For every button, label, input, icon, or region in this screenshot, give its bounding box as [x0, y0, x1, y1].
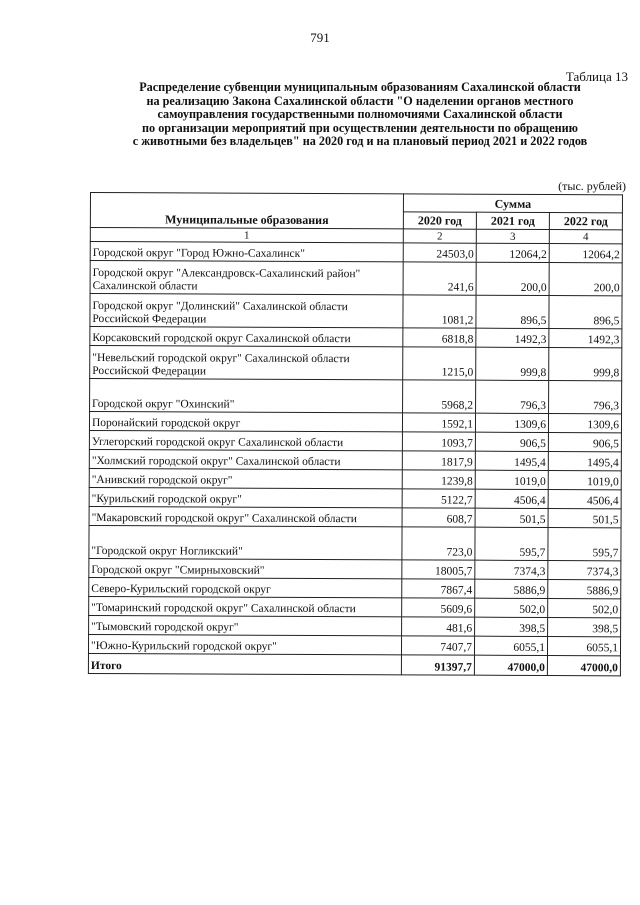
title-line: с животными без владельцев" на 2020 год и на плановый период 2021 и 2022 годов [132, 134, 588, 149]
value-2021: 1495,4 [475, 451, 548, 470]
header-year-2021: 2021 год [476, 212, 549, 230]
value-2022: 896,5 [549, 296, 622, 329]
value-2021: 1309,6 [475, 413, 548, 432]
value-2022: 595,7 [548, 528, 621, 561]
table-row [89, 577, 621, 598]
value-2022: 906,5 [548, 433, 621, 452]
header-year-2020: 2020 год [403, 211, 476, 229]
value-2022: 501,5 [548, 509, 621, 528]
table-row [89, 412, 621, 433]
municipality-name: Корсаковский городской округ Сахалинской области [90, 327, 403, 347]
title-line: на реализацию Закона Сахалинской области "О наделении органов местного [146, 93, 574, 108]
value-2021: 501,5 [475, 508, 548, 527]
municipality-name: Городской округ "Охинский" [90, 379, 403, 413]
value-2020: 1592,1 [402, 413, 475, 432]
column-number: 1 [90, 228, 403, 243]
table-row [90, 261, 622, 296]
header-year-2022: 2022 год [549, 212, 622, 230]
value-2021: 5886,9 [475, 579, 548, 598]
table-row [90, 242, 622, 263]
value-2021: 4506,4 [475, 489, 548, 508]
municipality-name: Углегорский городской округ Сахалинской области [89, 430, 402, 450]
header-sum: Сумма [403, 194, 622, 212]
column-number: 3 [476, 229, 549, 243]
value-2022: 5886,9 [548, 580, 621, 599]
municipality-name: Городской округ "Долинский" Сахалинской области Российской Федерации [90, 294, 403, 328]
table-row [90, 294, 622, 329]
municipality-name: Северо-Курильский городской округ [89, 577, 402, 597]
table-row [89, 615, 621, 636]
value-2020: 1215,0 [403, 347, 476, 380]
municipality-name: "Тымовский городской округ" [89, 615, 402, 635]
total-2020: 91397,7 [401, 655, 474, 675]
title-line: Распределение субвенции муниципальным образованиям Сахалинской области [139, 80, 581, 94]
value-2020: 7867,4 [402, 579, 475, 598]
total-row [88, 653, 620, 675]
table-row [90, 327, 622, 348]
municipality-name: Городской округ "Александровск-Сахалинский район" Сахалинской области [90, 261, 403, 295]
value-2022: 1309,6 [548, 414, 621, 433]
value-2020: 481,6 [402, 617, 475, 636]
value-2020: 18005,7 [402, 560, 475, 579]
table-row [89, 525, 621, 560]
value-2020: 5968,2 [403, 380, 476, 413]
municipality-name: "Южно-Курильский городской округ" [88, 634, 401, 654]
value-2022: 4506,4 [548, 490, 621, 509]
table-label: Таблица 13 [565, 69, 628, 84]
value-2021: 796,3 [476, 380, 549, 413]
value-2022: 200,0 [549, 263, 622, 296]
value-2021: 200,0 [476, 262, 549, 295]
value-2021: 906,5 [475, 432, 548, 451]
value-2021: 7374,3 [475, 560, 548, 579]
value-2020: 7407,7 [401, 636, 474, 655]
value-2021: 999,8 [476, 347, 549, 380]
municipality-name: Городской округ "Город Южно-Сахалинск" [90, 242, 403, 262]
value-2020: 5122,7 [402, 489, 475, 508]
value-2022: 1492,3 [549, 329, 622, 348]
table-row [88, 634, 620, 655]
table-row [90, 379, 622, 414]
value-2021: 398,5 [475, 617, 548, 636]
value-2022: 398,5 [548, 618, 621, 637]
value-2021: 6055,1 [474, 636, 547, 655]
document-title [100, 81, 620, 149]
value-2021: 896,5 [476, 295, 549, 328]
municipality-name: "Городской округ Ногликский" [89, 525, 402, 559]
municipality-name: "Анивский городской округ" [89, 468, 402, 488]
column-number: 2 [403, 229, 476, 243]
municipality-name: "Макаровский городской округ" Сахалинской области [89, 506, 402, 526]
title-line: по организации мероприятий при осуществлении деятельности по обращению [142, 120, 578, 135]
table-row [89, 430, 621, 451]
value-2022: 999,8 [549, 348, 622, 381]
value-2020: 241,6 [403, 262, 476, 295]
value-2022: 12064,2 [549, 244, 622, 263]
table-row [89, 468, 621, 489]
total-label: Итого [88, 653, 401, 674]
value-2020: 608,7 [402, 508, 475, 527]
value-2022: 7374,3 [548, 561, 621, 580]
table-row [89, 596, 621, 617]
table-row [89, 558, 621, 579]
header-municipalities: Муниципальные образования [90, 193, 403, 229]
value-2022: 1495,4 [548, 452, 621, 471]
total-2022: 47000,0 [547, 656, 620, 676]
value-2020: 1817,9 [402, 451, 475, 470]
units-note: (тыс. рублей) [558, 179, 626, 193]
value-2021: 502,0 [475, 598, 548, 617]
value-2020: 1093,7 [402, 432, 475, 451]
value-2020: 6818,8 [403, 328, 476, 347]
value-2020: 24503,0 [403, 243, 476, 262]
page-number: 791 [310, 30, 330, 45]
municipality-name: "Холмский городской округ" Сахалинской области [89, 449, 402, 469]
table-row [89, 487, 621, 508]
municipality-name: Городской округ "Смирныховский" [89, 558, 402, 578]
value-2021: 595,7 [475, 527, 548, 560]
column-number: 4 [549, 230, 622, 244]
value-2020: 1081,2 [403, 295, 476, 328]
municipality-name: "Невельский городской округ" Сахалинской области Российской Федерации [90, 346, 403, 380]
table-row [90, 346, 622, 381]
municipality-name: "Томаринский городской округ" Сахалинской области [89, 596, 402, 616]
value-2022: 502,0 [548, 599, 621, 618]
value-2022: 1019,0 [548, 471, 621, 490]
value-2021: 1019,0 [475, 470, 548, 489]
title-line: самоуправления государственными полномочиями Сахалинской области [157, 107, 563, 122]
value-2021: 1492,3 [476, 328, 549, 347]
value-2020: 723,0 [402, 527, 475, 560]
value-2020: 5609,6 [402, 598, 475, 617]
value-2022: 796,3 [549, 381, 622, 414]
table-row [89, 506, 621, 527]
subsidy-table [88, 192, 623, 676]
total-2021: 47000,0 [474, 655, 547, 675]
value-2020: 1239,8 [402, 470, 475, 489]
municipality-name: "Курильский городской округ" [89, 487, 402, 507]
value-2022: 6055,1 [547, 637, 620, 656]
municipality-name: Поронайский городской округ [89, 412, 402, 432]
table-row [89, 449, 621, 470]
value-2021: 12064,2 [476, 243, 549, 262]
